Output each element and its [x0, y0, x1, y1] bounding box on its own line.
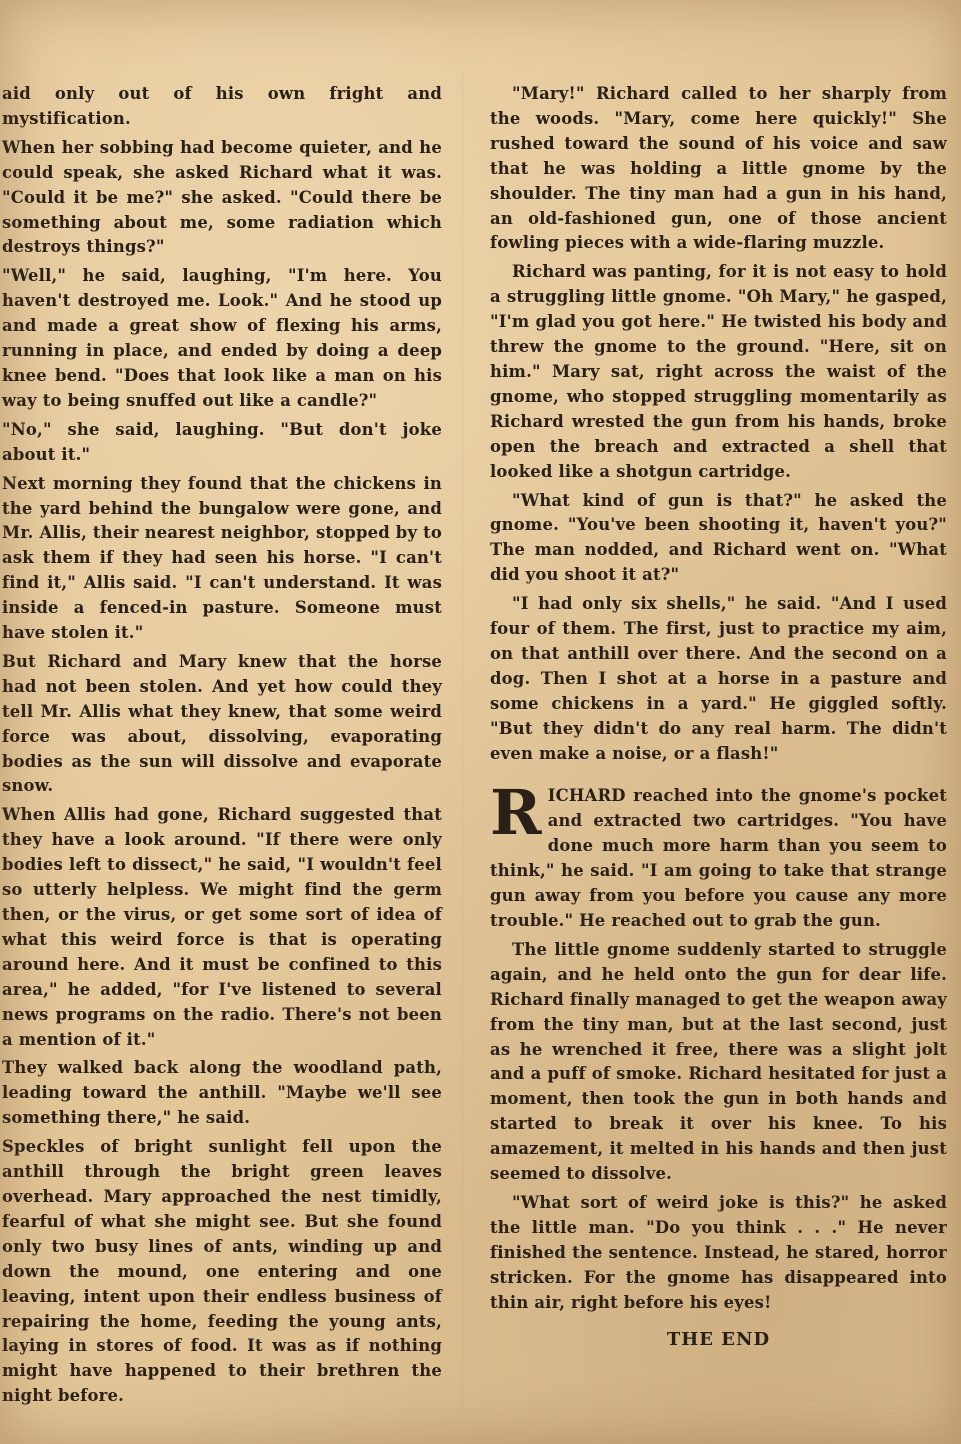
right-column [490, 82, 947, 1352]
left-column [0, 82, 442, 1413]
the-end-label: THE END [666, 1328, 771, 1350]
paragraph: Speckles of bright sunlight fell upon the anthill through the bright green leaves overhead. Mary approached the nest timidly, fearful of what she might see. But she found only two busy lines of ants, winding up and down the mound, one entering and one leaving, intent upon their endless business of repairing the home, feeding the young ants, laying in stores of food. It was as if nothing might have happened to their brethren the night before. [2, 1137, 442, 1406]
drop-cap-letter: R [490, 776, 542, 850]
column-gutter [462, 70, 463, 1410]
paragraph: "What kind of gun is that?" he asked the gnome. "You've been shooting it, haven't you?" The man nodded, and Richard went on. "What did you shoot it at?" [490, 490, 947, 585]
paragraph: But Richard and Mary knew that the horse had not been stolen. And yet how could they tell Mr. Allis what they knew, that some weird force was about, dissolving, evaporating bodies as the sun will dissolve and evaporate snow. [2, 651, 442, 796]
paragraph: When Allis had gone, Richard suggested that they have a look around. "If there were only bodies left to dissect," he said, "I wouldn't feel so utterly helpless. We might find the germ then, or the virus, or get some sort of idea of what this weird force is that is operating around here. And it must be confined to this area," he added, "for I've listened to several news programs on the radio. There's not been a mention of it." [2, 805, 442, 1049]
dropcap-paragraph-text: ICHARD reached into the gnome's pocket and extracted two cartridges. "You have done much more harm than you seem to think," he said. "I am going to take that strange gun away from you before you cause any more trouble." He reached out to grab the gun. [490, 786, 947, 930]
paragraph: "No," she said, laughing. "But don't joke about it." [2, 419, 442, 464]
paragraph: aid only out of his own fright and mystification. [2, 84, 442, 128]
paragraph: The little gnome suddenly started to struggle again, and he held onto the gun for dear life. Richard finally managed to get the weapon away from the tiny man, but at the last second, just as he wrenched it free, there was a slight jolt and a puff of smoke. Richard hesitated for just a moment, then took the gun in both hands and started to break it over his knee. To his amazement, it melted in his hands and then just seemed to dissolve. [490, 939, 947, 1184]
paragraph: They walked back along the woodland path, leading toward the anthill. "Maybe we'll see something there," he said. [2, 1058, 442, 1128]
paragraph: Richard was panting, for it is not easy to hold a struggling little gnome. "Oh Mary," he gasped, "I'm glad you got here." He twisted his body and threw the gnome to the ground. "Here, sit on him." Mary sat, right across the waist of the gnome, who stopped struggling momentarily as Richard wrested the gun from his hands, broke open the breach and extracted a shell that looked like a shotgun cartridge. [490, 262, 947, 481]
paragraph: "I had only six shells," he said. "And I used four of them. The first, just to practice my aim, on that anthill over there. And the second on a dog. Then I shot at a horse in a pasture and some chickens in a yard." He giggled softly. "But they didn't do any real harm. The didn't even make a noise, or a flash!" [490, 594, 947, 763]
paragraph: "Well," he said, laughing, "I'm here. You haven't destroyed me. Look." And he stood up and made a great show of flexing his arms, running in place, and ended by doing a deep knee bend. "Does that look like a man on his way to being snuffed out like a candle?" [2, 266, 442, 410]
paragraph: "What sort of weird joke is this?" he asked the little man. "Do you think . . ." He never finished the sentence. Instead, he stared, horror stricken. For the gnome has disappeared into thin air, right before his eyes! [490, 1192, 947, 1312]
paragraph: When her sobbing had become quieter, and he could speak, she asked Richard what it was. "Could it be me?" she asked. "Could there be something about me, some radiation which destroys things?" [2, 137, 442, 257]
paragraph: Next morning they found that the chickens in the yard behind the bungalow were gone, and Mr. Allis, their nearest neighbor, stopped by to ask them if they had seen his horse. "I can't find it," Allis said. "I can't understand. It was inside a fenced-in pasture. Someone must have stolen it." [2, 473, 442, 643]
paragraph: "Mary!" Richard called to her sharply from the woods. "Mary, come here quickly!" She rushed toward the sound of his voice and saw that he was holding a little gnome by the shoulder. The tiny man had a gun in his hand, an old-fashioned gun, one of those ancient fowling pieces with a wide-flaring muzzle. [490, 84, 947, 253]
dropcap-paragraph [490, 776, 947, 933]
